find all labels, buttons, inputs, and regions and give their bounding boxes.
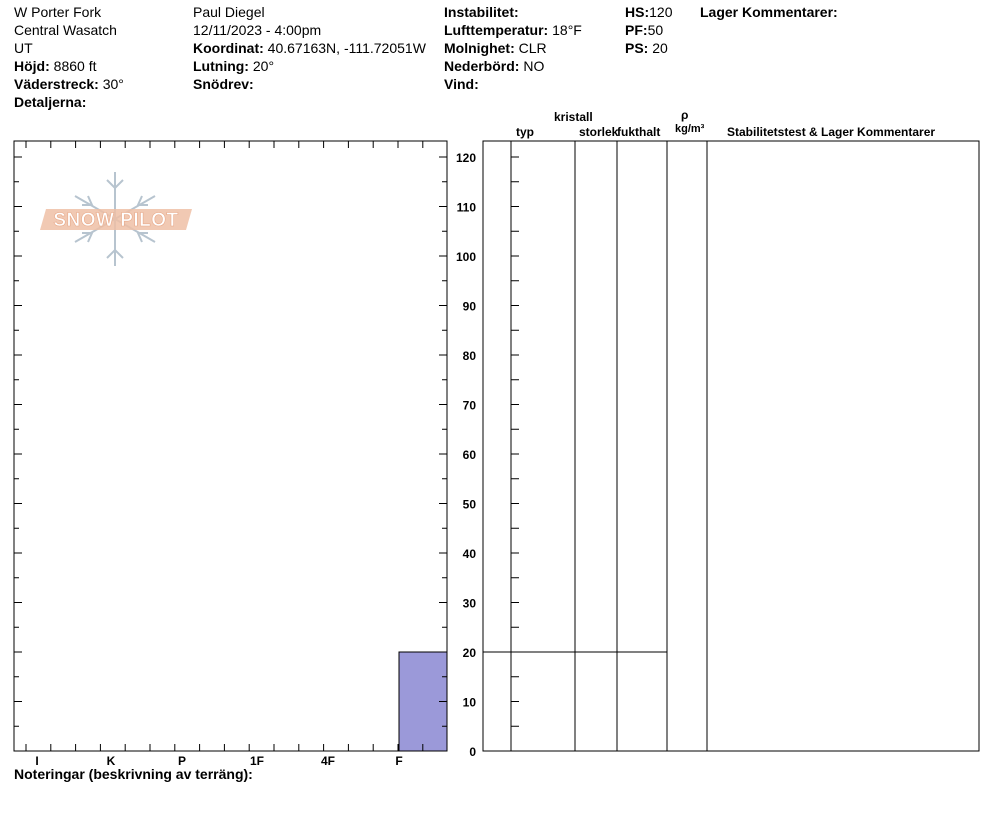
coordinate-label: Koordinat:	[193, 40, 264, 56]
airtemp-label: Lufttemperatur:	[444, 22, 549, 38]
y-tick-label: 90	[462, 299, 476, 314]
hs-value: 120	[649, 4, 673, 20]
coordinate-value: 40.67163N, -111.72051W	[267, 40, 426, 56]
y-tick-label: 40	[462, 547, 476, 561]
logo-text: SNOW PILOT	[53, 210, 179, 231]
cloud-label: Molnighet:	[444, 40, 515, 56]
observation-datetime: 12/11/2023 - 4:00pm	[193, 22, 322, 38]
cloud-value: CLR	[518, 40, 547, 56]
profile-plot	[14, 141, 447, 751]
pf-label: PF:	[625, 22, 648, 38]
y-tick-label: 50	[462, 497, 476, 512]
aspect-label: Väderstreck:	[14, 76, 99, 92]
y-tick-label: 60	[462, 448, 476, 462]
layer-table	[483, 141, 979, 751]
observer-name: Paul Diegel	[193, 4, 265, 20]
ps-value: 20	[652, 40, 668, 56]
state-name: UT	[14, 40, 33, 56]
notes-label: Noteringar (beskrivning av terräng):	[14, 766, 253, 782]
col-header-crystal: kristall	[554, 110, 593, 124]
details-label: Detaljerna:	[14, 94, 87, 110]
aspect-value: 30°	[102, 76, 124, 92]
y-tick-label: 30	[462, 596, 476, 611]
layer-comments-label: Lager Kommentarer:	[700, 4, 838, 20]
hs-label: HS:	[625, 4, 650, 20]
hardness-label: 1F	[249, 754, 265, 768]
snowpilot-logo	[40, 172, 192, 266]
hardness-label: I	[35, 754, 39, 768]
ps-label: PS:	[625, 40, 649, 56]
y-tick-label: 0	[469, 745, 476, 759]
table-frame	[483, 141, 979, 751]
y-tick-label: 20	[462, 646, 476, 660]
range-name: Central Wasatch	[14, 22, 117, 38]
col-header-type: typ	[516, 125, 534, 139]
wind-label: Vind:	[444, 76, 479, 92]
airtemp-value: 18°F	[552, 22, 582, 38]
hardness-label: P	[177, 754, 187, 768]
location-name: W Porter Fork	[14, 4, 102, 20]
elevation-value: 8860 ft	[53, 58, 97, 74]
col-header-size: storlek	[579, 125, 619, 139]
hardness-label: F	[395, 754, 403, 768]
y-tick-label: 70	[462, 398, 476, 413]
col-header-stability: Stabilitetstest & Lager Kommentarer	[727, 125, 936, 139]
precip-label: Nederbörd:	[444, 58, 520, 74]
elevation-label: Höjd:	[14, 58, 50, 74]
pf-value: 50	[647, 22, 664, 38]
precip-value: NO	[523, 58, 545, 74]
col-header-rho: ρ	[681, 108, 689, 122]
col-header-moisture: fukthalt	[617, 125, 661, 139]
y-tick-label: 10	[462, 695, 476, 710]
slope-value: 20°	[252, 58, 275, 74]
y-tick-label: 100	[455, 250, 476, 264]
y-tick-label: 120	[455, 151, 476, 165]
y-tick-label: 80	[462, 349, 476, 363]
plot-frame	[14, 141, 447, 751]
hardness-label: K	[106, 754, 116, 768]
instability-label: Instabilitet:	[444, 4, 519, 20]
drift-label: Snödrev:	[193, 76, 254, 92]
hardness-label: 4F	[320, 754, 336, 768]
y-tick-label: 110	[456, 200, 476, 215]
col-header-density-unit: kg/m³	[675, 123, 705, 135]
slope-label: Lutning:	[193, 58, 249, 74]
